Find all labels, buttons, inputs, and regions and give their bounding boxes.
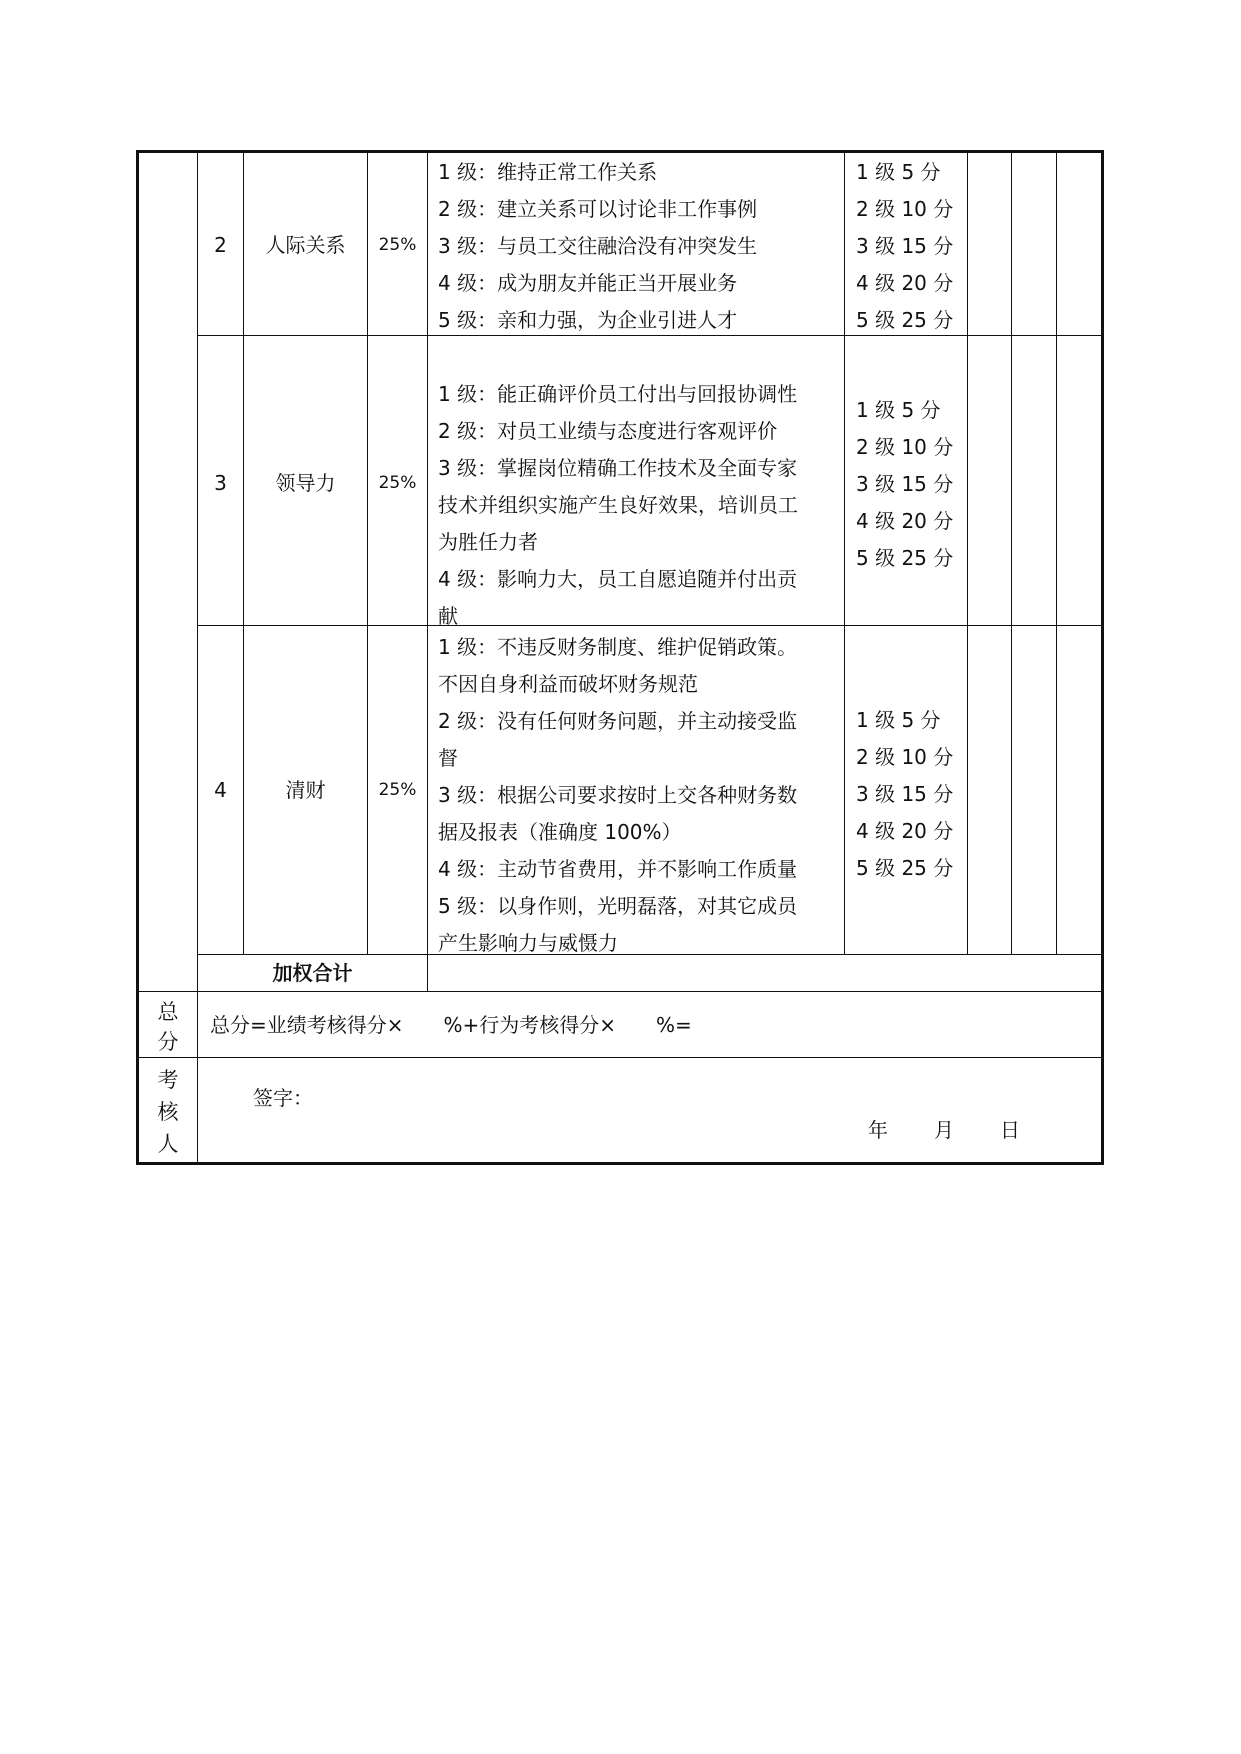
table-bottom-border [136, 1162, 1104, 1165]
criteria-line: 为胜任力者 [438, 530, 538, 554]
date-month-label: 月 [934, 1118, 954, 1142]
criteria-line: 1 级：维持正常工作关系 [438, 160, 658, 184]
weighted-total-label: 加权合计 [272, 961, 353, 985]
date-year-label: 年 [868, 1118, 888, 1142]
score-line: 4 级 20 分 [856, 271, 954, 295]
item-weight: 25% [378, 780, 417, 800]
label-char: 分 [157, 1030, 179, 1054]
score-list [856, 702, 953, 887]
score-line: 4 级 20 分 [856, 819, 954, 843]
score-line: 2 级 10 分 [856, 745, 954, 769]
col-divider-label [197, 150, 198, 1163]
row-number: 2 [214, 233, 227, 257]
score-line: 5 级 25 分 [856, 308, 954, 332]
criteria-line: 3 级：根据公司要求按时上交各种财务数 [438, 783, 798, 807]
item-weight: 25% [378, 235, 417, 255]
criteria-line: 4 级：主动节省费用，并不影响工作质量 [438, 857, 798, 881]
col-divider-score [967, 150, 968, 954]
score-line: 4 级 20 分 [856, 509, 954, 533]
signature-label: 签字： [253, 1086, 313, 1110]
criteria-line: 不因自身利益而破坏财务规范 [438, 672, 698, 696]
item-name: 领导力 [275, 471, 336, 495]
reviewer-label [139, 1064, 197, 1160]
table-top-border [136, 150, 1104, 153]
criteria-line: 4 级：成为朋友并能正当开展业务 [438, 271, 738, 295]
col-divider-item [367, 150, 368, 954]
label-char: 核 [157, 1100, 179, 1124]
col-divider-criteria [844, 150, 845, 954]
criteria-line: 3 级：掌握岗位精确工作技术及全面专家 [438, 456, 798, 480]
item-name: 人际关系 [265, 233, 346, 257]
criteria-line: 技术并组织实施产生良好效果，培训员工 [438, 493, 798, 517]
item-weight: 25% [378, 473, 417, 493]
criteria-list [438, 376, 798, 635]
criteria-line: 2 级：没有任何财务问题，并主动接受监 [438, 709, 798, 733]
criteria-list [438, 629, 797, 962]
row-divider-total-score [136, 1057, 1104, 1058]
date-day-label: 日 [1000, 1118, 1020, 1142]
score-line: 5 级 25 分 [856, 546, 954, 570]
criteria-line: 献 [438, 604, 458, 628]
criteria-line: 据及报表（准确度 100%） [438, 820, 682, 844]
score-line: 5 级 25 分 [856, 856, 954, 880]
criteria-line: 4 级：影响力大，员工自愿追随并付出贡 [438, 567, 798, 591]
score-line: 2 级 10 分 [856, 435, 954, 459]
row-number: 3 [214, 471, 227, 495]
score-line: 3 级 15 分 [856, 472, 954, 496]
score-line: 1 级 5 分 [856, 708, 941, 732]
criteria-line: 产生影响力与威慑力 [438, 931, 618, 955]
criteria-line: 1 级：不违反财务制度、维护促销政策。 [438, 635, 798, 659]
label-char: 考 [157, 1068, 179, 1092]
score-line: 1 级 5 分 [856, 160, 941, 184]
row-divider-weighted-total [136, 991, 1104, 992]
score-list [856, 392, 953, 577]
score-line: 3 级 15 分 [856, 234, 954, 258]
total-score-label [139, 996, 197, 1056]
score-line: 3 级 15 分 [856, 782, 954, 806]
table-right-border [1101, 150, 1104, 1165]
criteria-line: 2 级：建立关系可以讨论非工作事例 [438, 197, 758, 221]
score-line: 1 级 5 分 [856, 398, 941, 422]
criteria-line: 3 级：与员工交往融洽没有冲突发生 [438, 234, 758, 258]
label-char: 总 [157, 1000, 179, 1024]
criteria-line: 5 级：亲和力强，为企业引进人才 [438, 308, 738, 332]
col-divider-weight [427, 150, 428, 992]
criteria-line: 2 级：对员工业绩与态度进行客观评价 [438, 419, 778, 443]
criteria-line: 5 级：以身作则，光明磊落，对其它成员 [438, 894, 798, 918]
item-name: 清财 [285, 778, 326, 802]
col-divider-blank-1 [1011, 150, 1012, 954]
label-char: 人 [157, 1132, 179, 1156]
total-score-formula: 总分=业绩考核得分× %+行为考核得分× %= [210, 1013, 692, 1037]
row-number: 4 [214, 778, 227, 802]
col-divider-blank-2 [1056, 150, 1057, 954]
criteria-line: 1 级：能正确评价员工付出与回报协调性 [438, 382, 798, 406]
col-divider-no [243, 150, 244, 954]
criteria-list [438, 154, 757, 337]
score-line: 2 级 10 分 [856, 197, 954, 221]
score-list [856, 154, 953, 339]
criteria-line: 督 [438, 746, 458, 770]
